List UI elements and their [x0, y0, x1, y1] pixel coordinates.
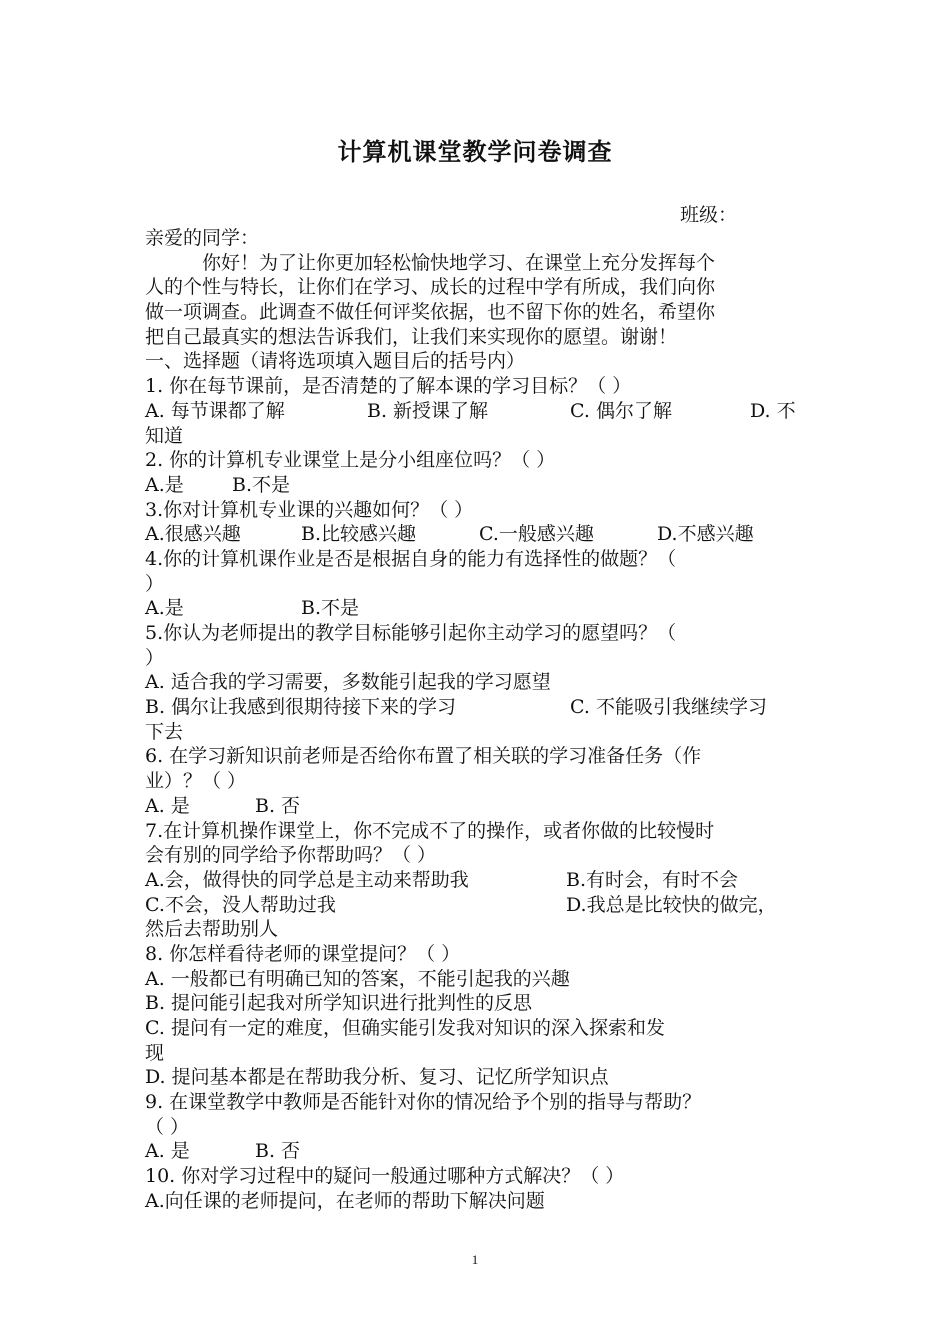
question-10: 10. 你对学习过程中的疑问一般通过哪种方式解决？（ ） [145, 1165, 625, 1188]
questionnaire-body [145, 226, 810, 1214]
option-b: B.有时会，有时不会 [566, 868, 739, 891]
option-b: B. 否 [255, 1140, 301, 1163]
question-5-continued: ） [145, 646, 165, 669]
question-7-continued: 会有别的同学给予你帮助吗？（ ） [145, 844, 437, 867]
option-a: A. 适合我的学习需要，多数能引起我的学习愿望 [145, 671, 551, 694]
question-7-options-cd [145, 893, 810, 918]
option-a: A.是 [145, 473, 184, 496]
greeting: 亲爱的同学： [145, 227, 260, 249]
section-heading: 一、选择题（请将选项填入题目后的括号内） [145, 350, 526, 373]
option-a: A.是 [145, 597, 184, 620]
question-5: 5.你认为老师提出的教学目标能够引起你主动学习的愿望吗？（ [145, 622, 677, 644]
question-1-options [145, 399, 810, 424]
option-c: C. 提问有一定的难度，但确实能引发我对知识的深入探索和发 [145, 1017, 665, 1039]
question-9-options [145, 1139, 810, 1164]
question-3: 3.你对计算机专业课的兴趣如何？（ ） [145, 498, 474, 521]
option-a: A. 是 [145, 1140, 190, 1163]
question-9-continued: （ ） [145, 1115, 190, 1138]
option-d: D. 不 [750, 399, 796, 422]
option-b: B. 否 [255, 794, 301, 817]
option-d-continued: 然后去帮助别人 [145, 918, 279, 941]
option-c-continued: 现 [145, 1041, 165, 1064]
question-5-options [145, 695, 810, 720]
question-4-options [145, 596, 810, 621]
option-d-continued: 知道 [145, 424, 184, 447]
option-a: A.很感兴趣 [145, 523, 241, 546]
option-a: A. 每节课都了解 [145, 399, 285, 422]
option-b: B. 新授课了解 [367, 399, 489, 422]
option-a: A. 是 [145, 794, 190, 817]
option-c: C.不会，没人帮助过我 [145, 893, 336, 916]
option-d: D. 提问基本都是在帮助我分析、复习、记忆所学知识点 [145, 1066, 609, 1089]
question-9: 9. 在课堂教学中教师是否能针对你的情况给予个别的指导与帮助？ [145, 1091, 702, 1114]
question-7: 7.在计算机操作课堂上，你不完成不了的操作，或者你做的比较慢时 [145, 819, 715, 842]
option-c: C.一般感兴趣 [479, 523, 594, 546]
question-3-options [145, 522, 810, 547]
question-6: 6. 在学习新知识前老师是否给你布置了相关联的学习准备任务（作 [145, 745, 702, 768]
question-7-options-ab [145, 868, 810, 893]
question-4: 4.你的计算机课作业是否是根据自身的能力有选择性的做题？（ [145, 547, 677, 570]
option-a: A.会，做得快的同学总是主动来帮助我 [145, 868, 469, 891]
intro-line: 你好！为了让你更加轻松愉快地学习、在课堂上充分发挥每个 [202, 251, 716, 274]
question-4-continued: ） [145, 572, 165, 595]
question-6-continued: 业）？（ ） [145, 770, 247, 793]
intro-line: 人的个性与特长，让你们在学习、成长的过程中学有所成，我们向你 [145, 276, 716, 299]
option-b: B.不是 [232, 473, 291, 496]
question-6-options [145, 794, 810, 819]
intro-line: 把自己最真实的想法告诉我们，让我们来实现你的愿望。谢谢！ [145, 325, 678, 348]
intro-line: 做一项调查。此调查不做任何评奖依据，也不留下你的姓名，希望你 [145, 301, 716, 324]
option-b: B.不是 [301, 597, 360, 620]
option-b: B.比较感兴趣 [301, 523, 417, 546]
option-c: C. 不能吸引我继续学习 [570, 696, 767, 719]
question-2-options [145, 473, 810, 498]
question-2: 2. 你的计算机专业课堂上是分小组座位吗？（ ） [145, 449, 556, 472]
class-label: 班级： [680, 204, 738, 226]
question-1: 1. 你在每节课前，是否清楚的了解本课的学习目标？（ ） [145, 375, 632, 398]
option-b: B. 偶尔让我感到很期待接下来的学习 [145, 696, 457, 719]
option-c-continued: 下去 [145, 720, 184, 743]
document-title: 计算机课堂教学问卷调查 [337, 138, 613, 166]
option-b: B. 提问能引起我对所学知识进行批判性的反思 [145, 992, 533, 1015]
option-c: C. 偶尔了解 [570, 399, 672, 422]
option-a: A.向任课的老师提问，在老师的帮助下解决问题 [145, 1189, 545, 1212]
option-d: D.不感兴趣 [657, 523, 754, 546]
option-a: A. 一般都已有明确已知的答案，不能引起我的兴趣 [145, 967, 570, 990]
option-d: D.我总是比较快的做完， [566, 893, 777, 916]
question-8: 8. 你怎样看待老师的课堂提问？（ ） [145, 942, 461, 965]
page-number: 1 [471, 1252, 479, 1267]
